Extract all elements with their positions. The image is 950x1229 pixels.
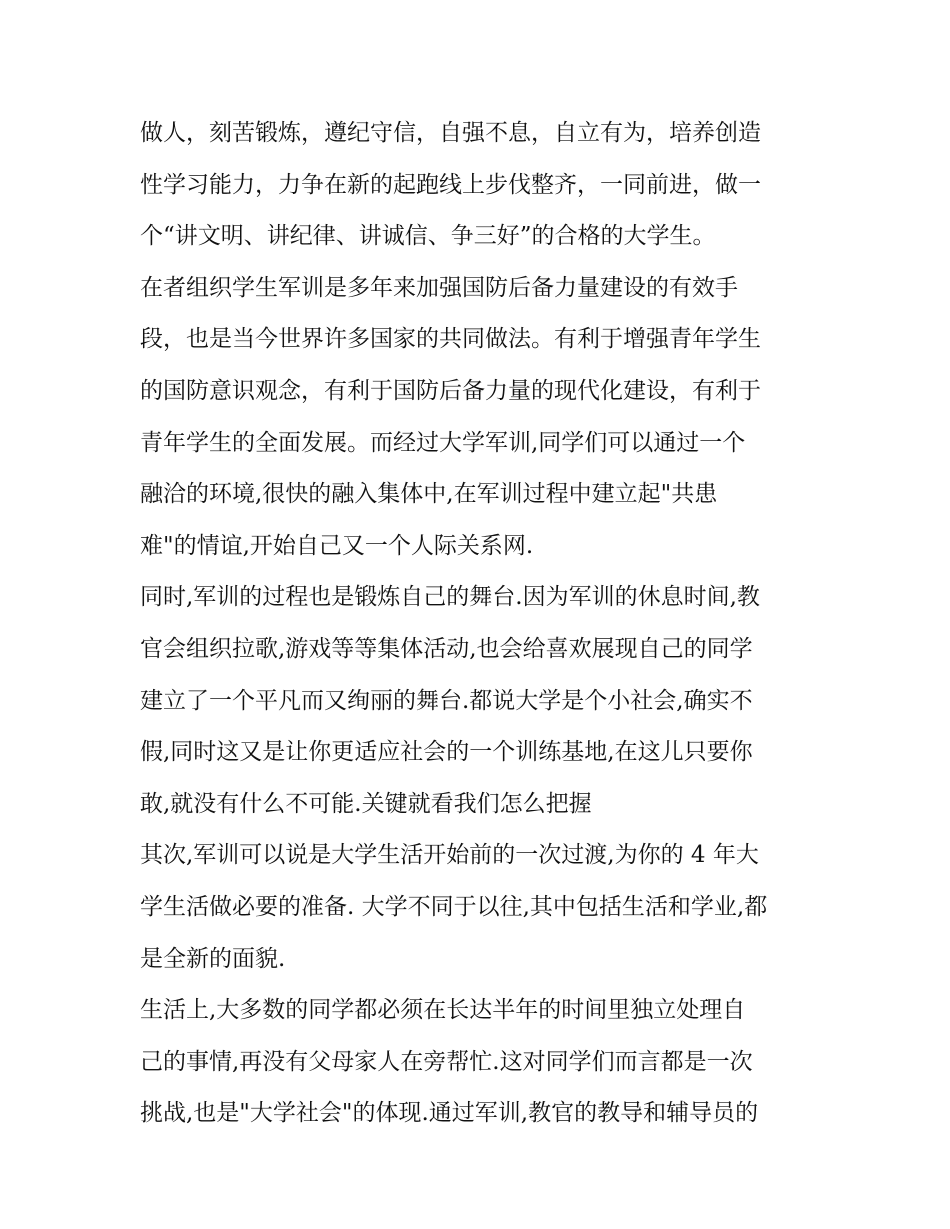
text-line: 难"的情谊,开始自己又一个人际关系网.	[140, 532, 534, 559]
text-line: 生活上,大多数的同学都必须在长达半年的时间里独立处理自	[140, 997, 746, 1024]
text-line: 段，也是当今世界许多国家的共同做法。有利于增强青年学生	[140, 326, 761, 353]
text-line: 青年学生的全面发展。而经过大学军训,同学们可以通过一个	[140, 429, 746, 456]
text-line: 假,同时这又是让你更适应社会的一个训练基地,在这儿只要你	[140, 739, 753, 766]
text-line: 官会组织拉歌,游戏等等集体活动,也会给喜欢展现自己的同学	[140, 635, 753, 662]
paragraph	[140, 108, 820, 263]
paragraph	[140, 572, 820, 830]
paragraph	[140, 263, 820, 573]
text-line: 同时,军训的过程也是锻炼自己的舞台.因为军训的休息时间,教	[140, 584, 760, 611]
text-line: 挑战,也是"大学社会"的体现.通过军训,教官的教导和辅导员的	[140, 1100, 759, 1127]
text-line: 敢,就没有什么不可能.关键就看我们怎么把握	[140, 790, 592, 817]
text-line: 的国防意识观念，有利于国防后备力量的现代化建设，有利于	[140, 377, 761, 404]
text-line: 学生活做必要的准备. 大学不同于以往,其中包括生活和学业,都	[140, 893, 768, 920]
text-line: 做人，刻苦锻炼，遵纪守信，自强不息，自立有为，培养创造	[140, 120, 761, 146]
paragraph	[140, 985, 820, 1140]
text-line: 性学习能力，力争在新的起跑线上步伐整齐，一同前进，做一	[140, 171, 761, 198]
text-line: 融洽的环境,很快的融入集体中,在军训过程中建立起"共患	[140, 481, 718, 508]
text-line: 其次,军训可以说是大学生活开始前的一次过渡,为你的 4 年大	[140, 842, 759, 869]
text-line: 是全新的面貌.	[140, 945, 286, 972]
text-line: 在者组织学生军训是多年来加强国防后备力量建设的有效手	[140, 274, 738, 301]
text-line: 建立了一个平凡而又绚丽的舞台.都说大学是个小社会,确实不	[140, 687, 753, 714]
paragraph	[140, 830, 820, 985]
text-line: 己的事情,再没有父母家人在旁帮忙.这对同学们而言都是一次	[140, 1048, 753, 1075]
text-line: 个“讲文明、讲纪律、讲诚信、争三好”的合格的大学生。	[140, 223, 716, 250]
document-body	[140, 108, 820, 1140]
